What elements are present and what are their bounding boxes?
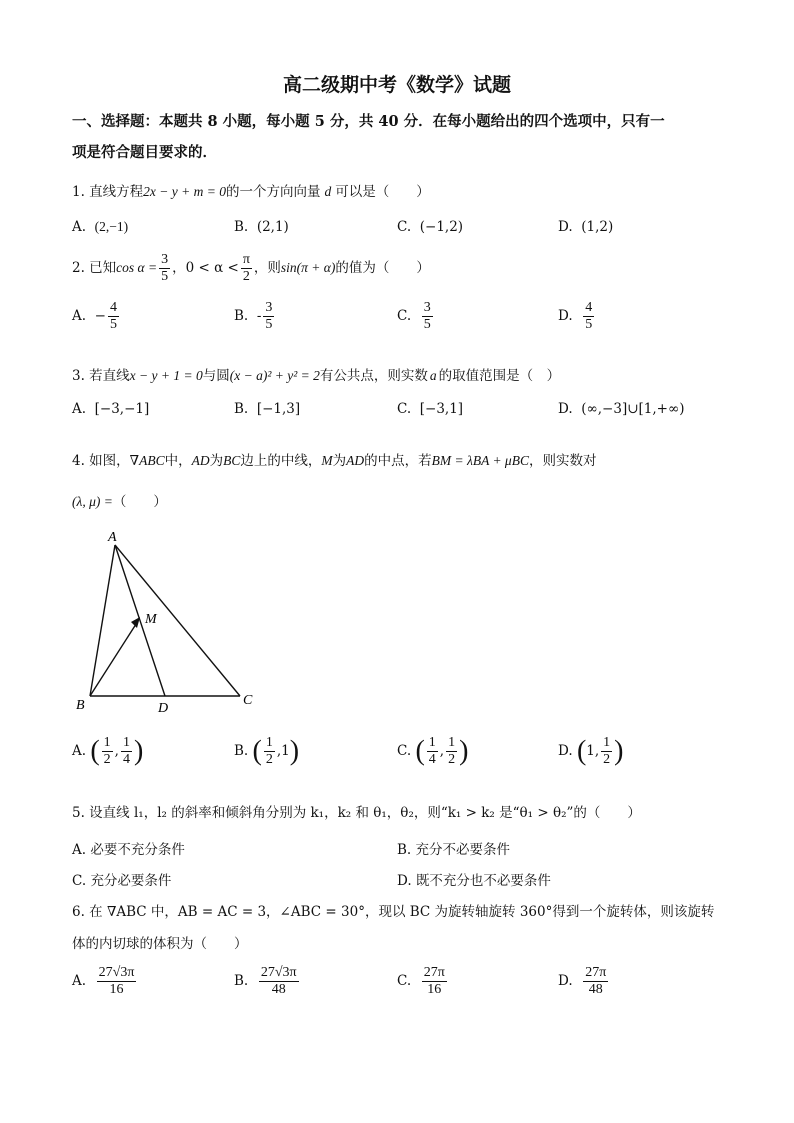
q3-option-b[interactable]: B. [−1,3] — [234, 401, 301, 417]
q6-option-d[interactable]: D. $\frac{27\pi}{48}$ — [558, 965, 607, 998]
q1-option-c[interactable]: C. (−1,2) — [397, 219, 464, 235]
q4-option-d[interactable]: D. (1, $\frac{1}{2}$ ) — [558, 735, 624, 768]
q2-fraction-pi: $\frac{\pi}{2}$ — [242, 252, 250, 285]
q6-option-a[interactable]: A. $\frac{27√3\pi}{16}$ — [72, 965, 135, 998]
q2-option-c[interactable]: C. $\frac{3}{5}$ — [397, 300, 431, 333]
q2-option-d[interactable]: D. $\frac{4}{5}$ — [558, 300, 593, 333]
vector-bm — [90, 621, 138, 696]
q2-option-b[interactable]: B. - $\frac{3}{5}$ — [234, 300, 273, 333]
question-5-stem: 5. 设直线 l₁，l₂ 的斜率和倾斜角分别为 k₁，k₂ 和 θ₁，θ₂，则“k₁ > k₂ 是“θ₁ > θ₂”的（ ） — [72, 805, 641, 821]
q2-fraction-cos: $\frac{3}{5}$ — [161, 252, 169, 285]
q1-option-d[interactable]: D. (1,2) — [558, 219, 614, 235]
label-b: B — [76, 698, 85, 713]
section-heading-line2: 项是符合题目要求的． — [72, 144, 217, 161]
q1-option-b[interactable]: B. (2,1) — [234, 219, 289, 235]
label-m: M — [145, 612, 157, 627]
question-4-stem-line2: (λ, μ) =（ ） — [72, 494, 167, 510]
q6-option-b[interactable]: B. $\frac{27√3\pi}{48}$ — [234, 965, 297, 998]
question-6-stem-line1: 6. 在 ∇ABC 中，AB = AC = 3，∠ABC = 30°，现以 BC 为旋转轴旋转 360°得到一个旋转体，则该旋转 — [72, 904, 715, 920]
page-title: 高二级期中考《数学》试题 — [282, 74, 511, 96]
q3-option-c[interactable]: C. [−3,1] — [397, 401, 464, 417]
q5-option-a[interactable]: A. 必要不充分条件 — [72, 842, 185, 858]
question-1-stem: 1. 直线方程2x − y + m = 0的一个方向向量 d 可以是（ ） — [72, 184, 430, 200]
q5-option-d[interactable]: D. 既不充分也不必要条件 — [397, 873, 551, 889]
q4-option-b[interactable]: B. ( $\frac{1}{2}$ ,1) — [234, 735, 300, 768]
q1-equation: 2x − y + m = 0 — [143, 184, 226, 199]
q1-vector-d: d — [324, 184, 332, 199]
question-4-stem: 4. 如图，∇ABC中，AD为BC边上的中线，M为AD的中点，若BM = λBA + μBC，则实数对 — [72, 453, 597, 469]
question-2-stem: 2. 已知cos α = $\frac{3}{5}$ ，0 < α < $\frac{\pi}{2}$ ，则sin(π + α)的值为（ ） — [72, 252, 430, 285]
label-d: D — [158, 701, 169, 716]
q3-option-a[interactable]: A. [−3,−1] — [72, 401, 150, 417]
q4-option-c[interactable]: C. ( $\frac{1}{4}$ , $\frac{1}{2}$ ) — [397, 735, 469, 768]
question-6-stem-line2: 体的内切球的体积为（ ） — [72, 936, 248, 952]
q1-option-a[interactable]: A. (2,−1) — [72, 219, 129, 235]
q6-option-c[interactable]: C. $\frac{27\pi}{16}$ — [397, 965, 445, 998]
question-3-stem: 3. 若直线x − y + 1 = 0与圆(x − a)² + y² = 2有公共点，则实数 a 的取值范围是（ ） — [72, 368, 561, 384]
q5-option-c[interactable]: C. 充分必要条件 — [72, 873, 172, 889]
vector-bm-arrowhead — [131, 617, 140, 628]
q4-triangle-figure — [70, 525, 270, 720]
median-ad — [115, 545, 165, 696]
label-c: C — [243, 693, 253, 708]
q4-vector-equation: BM = λBA + μBC — [431, 453, 529, 468]
q2-option-a[interactable]: A. − $\frac{4}{5}$ — [72, 300, 117, 333]
q5-option-b[interactable]: B. 充分不必要条件 — [397, 842, 511, 858]
section-heading-line1: 一、选择题：本题共 8 小题，每小题 5 分，共 40 分．在每小题给出的四个选项中，只有一 — [72, 113, 665, 130]
edge-ab — [90, 545, 115, 696]
q3-option-d[interactable]: D. (∞,−3]∪[1,+∞) — [558, 401, 685, 417]
label-a: A — [108, 530, 117, 545]
q4-option-a[interactable]: A. ( $\frac{1}{2}$ , $\frac{1}{4}$ ) — [72, 735, 144, 768]
